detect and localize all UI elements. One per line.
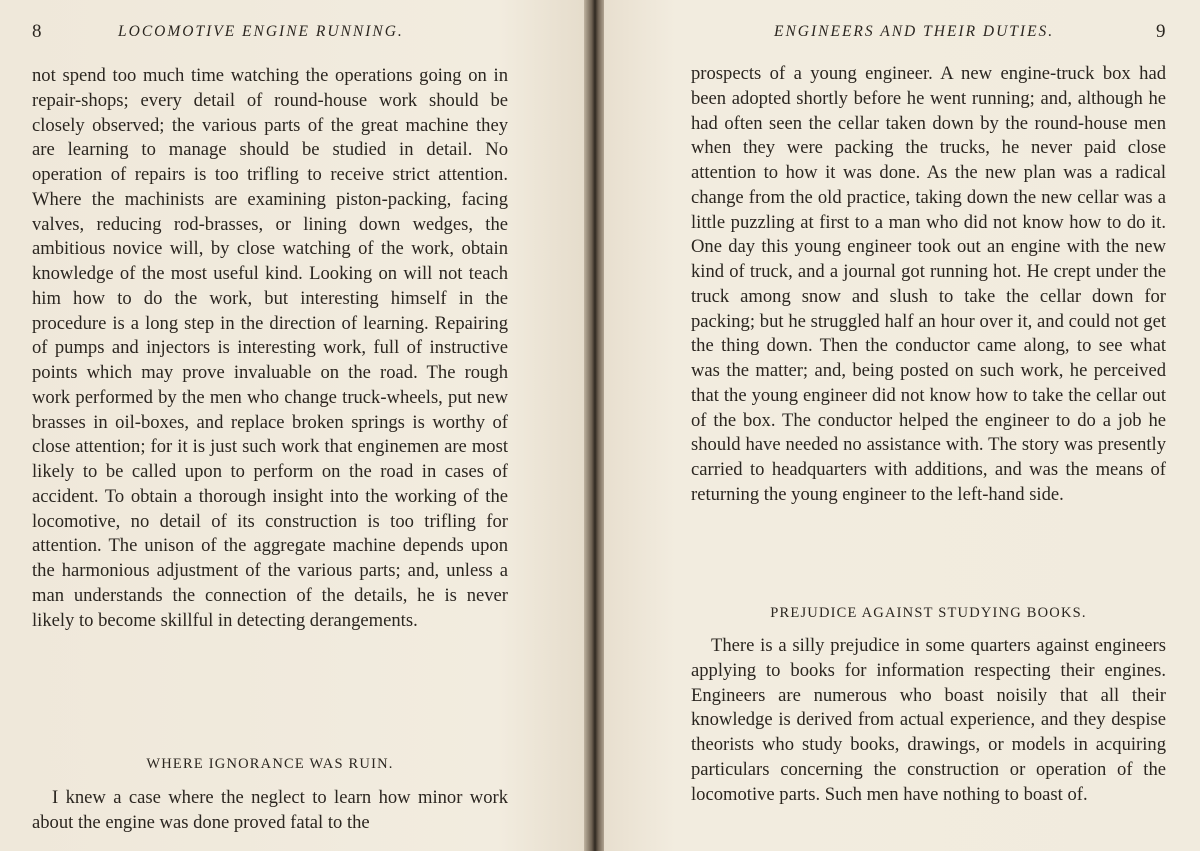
body-text	[691, 62, 1166, 508]
book-gutter	[584, 0, 606, 851]
running-head: LOCOMOTIVE ENGINE RUNNING.	[118, 23, 404, 40]
right-page	[604, 0, 1200, 851]
paragraph: There is a silly prejudice in some quarters against engineers applying to books for information respecting their engines. Engineers are numerous who boast noisily that all their knowledge is derived from actual experience, and they despise theorists who study books, drawings, or models in acquiring particulars concerning the construction or operation of the locomotive parts. Such men have nothing to boast of.	[691, 635, 1166, 805]
body-text	[32, 64, 508, 633]
body-text	[32, 786, 508, 836]
page-number: 8	[32, 21, 42, 42]
page-number: 9	[1156, 21, 1166, 42]
paragraph: I knew a case where the neglect to learn how minor work about the engine was done proved fatal to the	[32, 787, 508, 833]
body-text	[691, 634, 1166, 807]
running-head: ENGINEERS AND THEIR DUTIES.	[774, 23, 1055, 40]
left-page	[0, 0, 586, 851]
paragraph: prospects of a young engineer. A new engine-truck box had been adopted shortly before he went running; and, although he had often seen the cellar taken down by the round-house men when they were packing the trucks, he never paid close attention to how it was done. As the new plan was a radical change from the old practice, taking down the new cellar was a little puzzling at first to a man who did not know how to do it. One day this young engineer took out an engine with the new kind of truck, and a journal got running hot. He crept under the truck among snow and slush to take the cellar down for packing; but he struggled half an hour over it, and could not get the thing down. Then the conductor came along, to see what was the matter; and, being posted on such work, he perceived that the young engineer did not know how to take the cellar out of the box. The conductor helped the engineer to do a job he should have needed no assistance with. The story was presently carried to headquarters with additions, and was the means of returning the young engineer to the left-hand side.	[691, 63, 1166, 505]
section-heading: WHERE IGNORANCE WAS RUIN.	[146, 756, 394, 772]
section-heading: PREJUDICE AGAINST STUDYING BOOKS.	[770, 605, 1087, 621]
paragraph: not spend too much time watching the operations going on in repair-shops; every detail of round-house work should be closely observed; the various parts of the great machine they are learning to manage should be studied in detail. No operation of repairs is too trifling to receive strict attention. Where the machinists are examining piston-packing, facing valves, reducing rod-brasses, or lining down wedges, the ambitious novice will, by close watching of the work, obtain knowledge of the most useful kind. Looking on will not teach him how to do the work, but interesting himself in the procedure is a long step in the direction of learning. Repairing of pumps and injectors is interesting work, full of instructive points which may prove invaluable on the road. The rough work performed by the men who change truck-wheels, put new brasses in oil-boxes, and replace broken springs is worthy of close attention; for it is just such work that enginemen are most likely to be called upon to perform on the road in cases of accident. To obtain a thorough insight into the working of the locomotive, no detail of its construction is too trifling for attention. The unison of the aggregate machine depends upon the harmonious adjustment of the various parts; and, unless a man understands the connection of the details, he is never likely to become skillful in detecting derangements.	[32, 65, 508, 631]
